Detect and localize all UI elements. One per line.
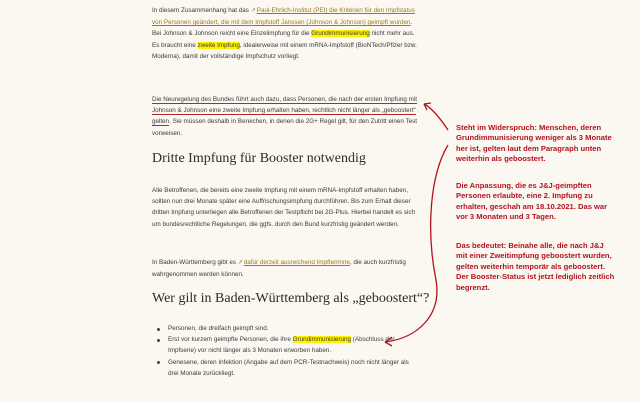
highlight-grundimmunisierung: Grundimmunisierung bbox=[311, 30, 370, 38]
highlight-grundimmunisierung: Grundimmunisierung bbox=[292, 336, 352, 344]
list-item: Erst vor kurzem geimpfte Personen, die ihre Grundimmunisierung (Abschluss der Impfserie) vor nicht länger als 3 Monaten erworben haben. bbox=[152, 334, 420, 356]
paragraph-pei bbox=[152, 5, 420, 62]
annotation-anpassung: Die Anpassung, die es J&J-geimpften Personen erlaubte, eine 2. Impfung zu erhalten, geschah am 18.10.2021. Das war vor 3 Monaten und 3 Tagen. bbox=[456, 181, 608, 222]
text: nicht mehr aus. Es braucht eine bbox=[152, 30, 415, 49]
external-link-arrow-icon: ↗ bbox=[250, 8, 256, 14]
highlight-zweite-impfung: zweite Impfung bbox=[197, 41, 240, 49]
paragraph-impftermine bbox=[152, 257, 420, 280]
heading-wer-gilt-geboostert: Wer gilt in Baden-Württemberg als „geboostert“? bbox=[152, 291, 430, 306]
list-item: Personen, die dreifach geimpft sind. bbox=[152, 323, 420, 334]
annotation-bedeutung: Das bedeutet: Beinahe alle, die nach J&J mit einer Zweitimpfung geboostert wurden, gelten weiterhin temporär als geboostert. Der Booster-Status ist jetzt lediglich zeitlich begrenzt. bbox=[456, 241, 615, 292]
arrow-to-underlined-paragraph bbox=[424, 104, 448, 130]
heading-dritte-impfung: Dritte Impfung für Booster notwendig bbox=[152, 151, 366, 166]
booster-criteria-list bbox=[152, 323, 420, 379]
text: In Baden-Württemberg gibt es bbox=[152, 259, 238, 266]
arrow-to-list-item bbox=[385, 145, 448, 342]
text: In diesem Zusammenhang hat das bbox=[152, 7, 251, 14]
list-item: Genesene, deren Infektion (Angabe auf dem PCR-Testnachweis) noch nicht länger als drei Monate zurückliegt. bbox=[152, 357, 420, 379]
annotation-widerspruch: Steht im Widerspruch: Menschen, deren Grundimmunisierung weniger als 3 Monate her ist, gelten laut dem Paragraph unten weiterhin als geboostert. bbox=[456, 123, 612, 164]
paragraph-neuregelung bbox=[152, 94, 420, 139]
paragraph-dritte-impfung: Alle Betroffenen, die bereits eine zweite Impfung mit einem mRNA-Impfstoff erhalten haben, sollten nun drei Monate später eine Auffrischungsimpfung durchführen. Bis zum Erhalt dieser dritten Impfung unterliegen alle Betroffenen der Testpflicht bei 2G-Plus. Hierbei handelt es sich um bundesrechtliche Regelungen, die ggfs. durch den Bund kurzfristig geändert werden. bbox=[152, 187, 415, 228]
arrowhead-up bbox=[424, 103, 431, 110]
link-impftermine[interactable]: dafür derzeit ausreichend Impftermine bbox=[243, 259, 350, 266]
external-link-arrow-icon: ↗ bbox=[237, 260, 243, 266]
text: . Sie müssen deshalb in Bereichen, in denen die 2G+ Regel gilt, für den Zutritt einen Test vorweisen. bbox=[152, 118, 418, 137]
underlined-statement: Die Neuregelung des Bundes führt auch dazu, dass Personen, die nach der ersten Impfung mit Johnson & Johnson eine zweite Impfung erhalten haben, rechtlich nicht länger als „geboostert“ gelten bbox=[152, 96, 417, 126]
text: , die auch kurzfristig wahrgenommen werden können. bbox=[152, 259, 406, 279]
text: . Bei Johnson & Johnson reicht eine Einzelimpfung für die bbox=[152, 19, 413, 38]
link-pei-criteria[interactable]: Paul-Ehrlich-Institut (PEI) die Kriterien für den Impfstatus von Personen geändert, die mit dem Impfstoff Janssen (Johnson & Johnson) geimpft wurden bbox=[152, 7, 415, 27]
text: , idealerweise mit einem mRNA-Impfstoff (BioNTech/Pfizer bzw. Moderna), damit der vollständige Impfschutz vorliegt. bbox=[152, 41, 417, 60]
